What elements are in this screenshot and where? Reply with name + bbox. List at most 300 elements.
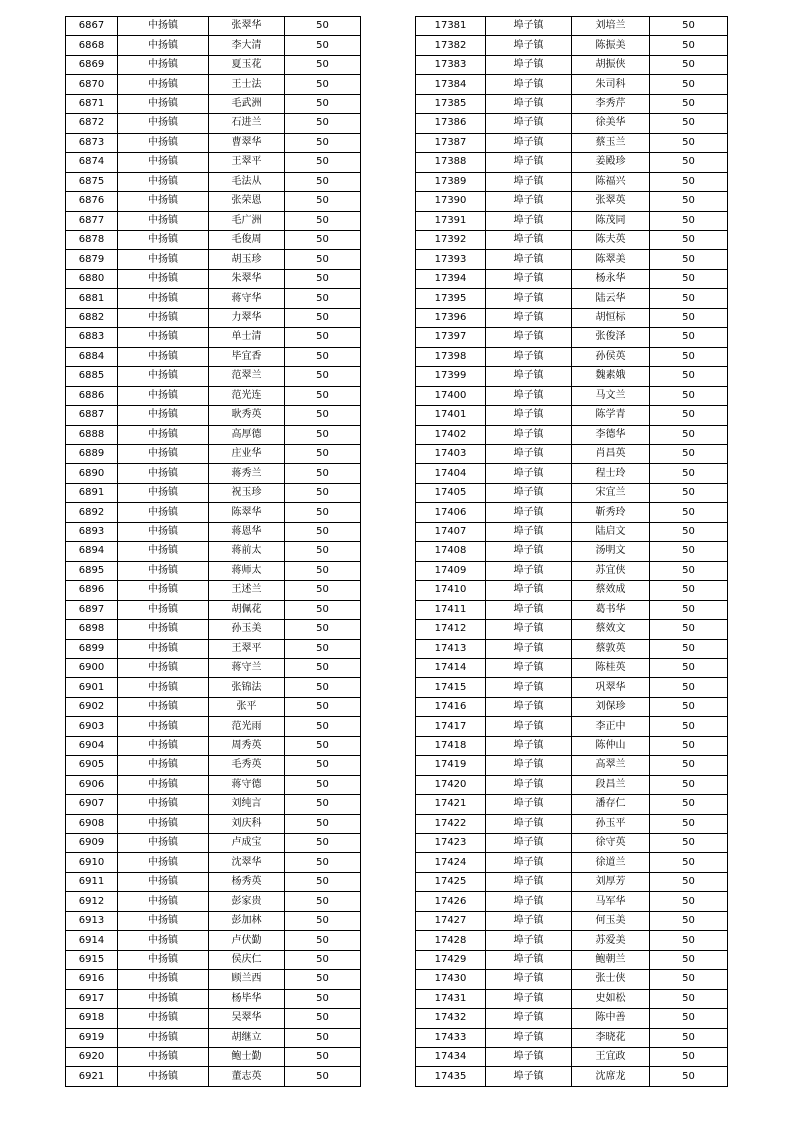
amount-cell: 50 xyxy=(285,989,361,1008)
name-cell: 张荣恩 xyxy=(209,192,285,211)
amount-cell: 50 xyxy=(650,367,728,386)
amount-cell: 50 xyxy=(285,522,361,541)
table-row xyxy=(416,36,728,55)
town-cell: 埠子镇 xyxy=(486,308,572,327)
row-number-cell: 17430 xyxy=(416,970,486,989)
table-row xyxy=(66,464,361,483)
row-number-cell: 6901 xyxy=(66,678,118,697)
name-cell: 杨毕华 xyxy=(209,989,285,1008)
table-row xyxy=(66,697,361,716)
row-number-cell: 6878 xyxy=(66,230,118,249)
name-cell: 陈翠美 xyxy=(572,250,650,269)
amount-cell: 50 xyxy=(650,1028,728,1047)
town-cell: 中扬镇 xyxy=(118,211,209,230)
row-number-cell: 6898 xyxy=(66,620,118,639)
amount-cell: 50 xyxy=(285,114,361,133)
amount-cell: 50 xyxy=(650,211,728,230)
town-cell: 埠子镇 xyxy=(486,911,572,930)
name-cell: 祝玉珍 xyxy=(209,483,285,502)
row-number-cell: 17412 xyxy=(416,620,486,639)
row-number-cell: 17391 xyxy=(416,211,486,230)
town-cell: 中扬镇 xyxy=(118,950,209,969)
table-row xyxy=(66,775,361,794)
amount-cell: 50 xyxy=(285,1028,361,1047)
name-cell: 胡佩花 xyxy=(209,600,285,619)
table-row xyxy=(416,1067,728,1086)
name-cell: 陆启文 xyxy=(572,522,650,541)
table-row xyxy=(416,775,728,794)
name-cell: 史如松 xyxy=(572,989,650,1008)
name-cell: 葛书华 xyxy=(572,600,650,619)
town-cell: 埠子镇 xyxy=(486,620,572,639)
name-cell: 马文兰 xyxy=(572,386,650,405)
amount-cell: 50 xyxy=(650,1067,728,1086)
row-number-cell: 6892 xyxy=(66,503,118,522)
table-row xyxy=(66,55,361,74)
amount-cell: 50 xyxy=(285,1048,361,1067)
amount-cell: 50 xyxy=(650,269,728,288)
amount-cell: 50 xyxy=(650,347,728,366)
table-row xyxy=(416,75,728,94)
amount-cell: 50 xyxy=(285,892,361,911)
row-number-cell: 17390 xyxy=(416,192,486,211)
name-cell: 蔡效成 xyxy=(572,581,650,600)
table-row xyxy=(416,697,728,716)
table-row xyxy=(416,55,728,74)
name-cell: 胡继立 xyxy=(209,1028,285,1047)
table-row xyxy=(416,308,728,327)
amount-cell: 50 xyxy=(650,289,728,308)
table-row xyxy=(416,406,728,425)
amount-cell: 50 xyxy=(650,17,728,36)
row-number-cell: 6869 xyxy=(66,55,118,74)
table-row xyxy=(416,347,728,366)
row-number-cell: 17387 xyxy=(416,133,486,152)
table-row xyxy=(66,989,361,1008)
table-row xyxy=(66,561,361,580)
table-row xyxy=(416,989,728,1008)
row-number-cell: 17428 xyxy=(416,931,486,950)
amount-cell: 50 xyxy=(650,892,728,911)
row-number-cell: 17392 xyxy=(416,230,486,249)
row-number-cell: 17419 xyxy=(416,756,486,775)
name-cell: 徐道兰 xyxy=(572,853,650,872)
name-cell: 蒋秀兰 xyxy=(209,464,285,483)
town-cell: 埠子镇 xyxy=(486,94,572,113)
town-cell: 中扬镇 xyxy=(118,230,209,249)
row-number-cell: 17413 xyxy=(416,639,486,658)
table-row xyxy=(416,561,728,580)
name-cell: 陈桂英 xyxy=(572,658,650,677)
town-cell: 中扬镇 xyxy=(118,970,209,989)
amount-cell: 50 xyxy=(650,853,728,872)
name-cell: 王述兰 xyxy=(209,581,285,600)
town-cell: 中扬镇 xyxy=(118,697,209,716)
table-row xyxy=(416,736,728,755)
row-number-cell: 6885 xyxy=(66,367,118,386)
town-cell: 中扬镇 xyxy=(118,425,209,444)
table-row xyxy=(416,153,728,172)
name-cell: 蔡敦英 xyxy=(572,639,650,658)
town-cell: 埠子镇 xyxy=(486,250,572,269)
town-cell: 中扬镇 xyxy=(118,639,209,658)
amount-cell: 50 xyxy=(285,153,361,172)
table-row xyxy=(66,503,361,522)
amount-cell: 50 xyxy=(285,36,361,55)
name-cell: 王士法 xyxy=(209,75,285,94)
town-cell: 中扬镇 xyxy=(118,581,209,600)
table-row xyxy=(416,17,728,36)
table-row xyxy=(66,347,361,366)
town-cell: 中扬镇 xyxy=(118,483,209,502)
amount-cell: 50 xyxy=(285,75,361,94)
table-row xyxy=(66,950,361,969)
amount-cell: 50 xyxy=(650,114,728,133)
town-cell: 埠子镇 xyxy=(486,795,572,814)
name-cell: 马军华 xyxy=(572,892,650,911)
name-cell: 李正中 xyxy=(572,717,650,736)
town-cell: 埠子镇 xyxy=(486,931,572,950)
amount-cell: 50 xyxy=(650,989,728,1008)
town-cell: 埠子镇 xyxy=(486,114,572,133)
town-cell: 中扬镇 xyxy=(118,347,209,366)
name-cell: 蒋恩华 xyxy=(209,522,285,541)
amount-cell: 50 xyxy=(285,55,361,74)
town-cell: 埠子镇 xyxy=(486,192,572,211)
name-cell: 沈席龙 xyxy=(572,1067,650,1086)
table-row xyxy=(416,639,728,658)
town-cell: 埠子镇 xyxy=(486,1067,572,1086)
row-number-cell: 6917 xyxy=(66,989,118,1008)
town-cell: 埠子镇 xyxy=(486,328,572,347)
amount-cell: 50 xyxy=(285,17,361,36)
table-row xyxy=(66,289,361,308)
town-cell: 中扬镇 xyxy=(118,989,209,1008)
name-cell: 石进兰 xyxy=(209,114,285,133)
amount-cell: 50 xyxy=(285,347,361,366)
row-number-cell: 17382 xyxy=(416,36,486,55)
table-row xyxy=(66,75,361,94)
row-number-cell: 6867 xyxy=(66,17,118,36)
table-row xyxy=(416,172,728,191)
name-cell: 李秀芹 xyxy=(572,94,650,113)
amount-cell: 50 xyxy=(285,328,361,347)
name-cell: 周秀英 xyxy=(209,736,285,755)
table-row xyxy=(66,153,361,172)
row-number-cell: 6882 xyxy=(66,308,118,327)
town-cell: 中扬镇 xyxy=(118,717,209,736)
name-cell: 刘培兰 xyxy=(572,17,650,36)
amount-cell: 50 xyxy=(285,483,361,502)
town-cell: 中扬镇 xyxy=(118,892,209,911)
table-row xyxy=(66,308,361,327)
name-cell: 范光雨 xyxy=(209,717,285,736)
amount-cell: 50 xyxy=(285,853,361,872)
row-number-cell: 6909 xyxy=(66,834,118,853)
table-row xyxy=(416,133,728,152)
name-cell: 陆云华 xyxy=(572,289,650,308)
table-row xyxy=(416,834,728,853)
table-row xyxy=(66,600,361,619)
name-cell: 曹翠华 xyxy=(209,133,285,152)
row-number-cell: 17386 xyxy=(416,114,486,133)
town-cell: 中扬镇 xyxy=(118,308,209,327)
town-cell: 埠子镇 xyxy=(486,853,572,872)
town-cell: 中扬镇 xyxy=(118,289,209,308)
town-cell: 中扬镇 xyxy=(118,756,209,775)
table-row xyxy=(416,678,728,697)
amount-cell: 50 xyxy=(285,289,361,308)
amount-cell: 50 xyxy=(285,386,361,405)
row-number-cell: 17433 xyxy=(416,1028,486,1047)
left-roster-table xyxy=(65,16,361,1087)
name-cell: 宋宜兰 xyxy=(572,483,650,502)
town-cell: 埠子镇 xyxy=(486,872,572,891)
row-number-cell: 17432 xyxy=(416,1009,486,1028)
table-row xyxy=(66,678,361,697)
name-cell: 段昌兰 xyxy=(572,775,650,794)
name-cell: 魏素娥 xyxy=(572,367,650,386)
amount-cell: 50 xyxy=(650,639,728,658)
town-cell: 中扬镇 xyxy=(118,931,209,950)
table-row xyxy=(416,717,728,736)
table-row xyxy=(66,386,361,405)
amount-cell: 50 xyxy=(285,367,361,386)
town-cell: 埠子镇 xyxy=(486,639,572,658)
name-cell: 陈夫英 xyxy=(572,230,650,249)
table-row xyxy=(416,872,728,891)
row-number-cell: 17405 xyxy=(416,483,486,502)
row-number-cell: 17423 xyxy=(416,834,486,853)
town-cell: 埠子镇 xyxy=(486,153,572,172)
row-number-cell: 6888 xyxy=(66,425,118,444)
name-cell: 杨秀英 xyxy=(209,872,285,891)
amount-cell: 50 xyxy=(285,425,361,444)
amount-cell: 50 xyxy=(285,1009,361,1028)
table-row xyxy=(416,658,728,677)
amount-cell: 50 xyxy=(650,814,728,833)
town-cell: 埠子镇 xyxy=(486,36,572,55)
table-row xyxy=(416,911,728,930)
row-number-cell: 17404 xyxy=(416,464,486,483)
row-number-cell: 6906 xyxy=(66,775,118,794)
row-number-cell: 17407 xyxy=(416,522,486,541)
name-cell: 毛广洲 xyxy=(209,211,285,230)
name-cell: 肖昌英 xyxy=(572,444,650,463)
table-row xyxy=(416,756,728,775)
table-row xyxy=(66,36,361,55)
table-row xyxy=(416,289,728,308)
table-row xyxy=(66,892,361,911)
name-cell: 沈翠华 xyxy=(209,853,285,872)
name-cell: 张翠英 xyxy=(572,192,650,211)
amount-cell: 50 xyxy=(650,775,728,794)
table-row xyxy=(66,736,361,755)
row-number-cell: 6903 xyxy=(66,717,118,736)
amount-cell: 50 xyxy=(650,133,728,152)
table-row xyxy=(66,406,361,425)
name-cell: 张锦法 xyxy=(209,678,285,697)
row-number-cell: 6893 xyxy=(66,522,118,541)
amount-cell: 50 xyxy=(650,308,728,327)
table-row xyxy=(416,814,728,833)
table-row xyxy=(416,94,728,113)
amount-cell: 50 xyxy=(650,872,728,891)
table-row xyxy=(66,444,361,463)
amount-cell: 50 xyxy=(650,561,728,580)
town-cell: 埠子镇 xyxy=(486,581,572,600)
table-row xyxy=(416,328,728,347)
table-row xyxy=(66,328,361,347)
town-cell: 埠子镇 xyxy=(486,230,572,249)
amount-cell: 50 xyxy=(650,931,728,950)
table-row xyxy=(416,522,728,541)
amount-cell: 50 xyxy=(285,678,361,697)
row-number-cell: 6912 xyxy=(66,892,118,911)
town-cell: 埠子镇 xyxy=(486,172,572,191)
table-row xyxy=(416,444,728,463)
name-cell: 孙玉平 xyxy=(572,814,650,833)
amount-cell: 50 xyxy=(650,464,728,483)
table-row xyxy=(66,211,361,230)
table-row xyxy=(66,911,361,930)
amount-cell: 50 xyxy=(285,94,361,113)
row-number-cell: 17424 xyxy=(416,853,486,872)
amount-cell: 50 xyxy=(285,581,361,600)
table-row xyxy=(66,192,361,211)
table-row xyxy=(66,522,361,541)
name-cell: 朱司科 xyxy=(572,75,650,94)
row-number-cell: 17403 xyxy=(416,444,486,463)
amount-cell: 50 xyxy=(650,581,728,600)
name-cell: 卢成宝 xyxy=(209,834,285,853)
name-cell: 庄业华 xyxy=(209,444,285,463)
row-number-cell: 6876 xyxy=(66,192,118,211)
amount-cell: 50 xyxy=(650,55,728,74)
town-cell: 埠子镇 xyxy=(486,970,572,989)
town-cell: 埠子镇 xyxy=(486,406,572,425)
row-number-cell: 17422 xyxy=(416,814,486,833)
name-cell: 耿秀英 xyxy=(209,406,285,425)
town-cell: 中扬镇 xyxy=(118,678,209,697)
row-number-cell: 17427 xyxy=(416,911,486,930)
row-number-cell: 6911 xyxy=(66,872,118,891)
name-cell: 杨永华 xyxy=(572,269,650,288)
table-row xyxy=(416,250,728,269)
table-row xyxy=(66,269,361,288)
row-number-cell: 6904 xyxy=(66,736,118,755)
amount-cell: 50 xyxy=(650,250,728,269)
amount-cell: 50 xyxy=(650,950,728,969)
town-cell: 中扬镇 xyxy=(118,172,209,191)
name-cell: 张平 xyxy=(209,697,285,716)
name-cell: 鲍士勤 xyxy=(209,1048,285,1067)
name-cell: 顾兰西 xyxy=(209,970,285,989)
row-number-cell: 6880 xyxy=(66,269,118,288)
name-cell: 陈茂同 xyxy=(572,211,650,230)
table-row xyxy=(66,639,361,658)
table-row xyxy=(66,834,361,853)
name-cell: 李晓花 xyxy=(572,1028,650,1047)
row-number-cell: 17409 xyxy=(416,561,486,580)
name-cell: 王翠平 xyxy=(209,639,285,658)
name-cell: 姜殿珍 xyxy=(572,153,650,172)
row-number-cell: 6910 xyxy=(66,853,118,872)
name-cell: 陈福兴 xyxy=(572,172,650,191)
table-row xyxy=(66,483,361,502)
amount-cell: 50 xyxy=(285,834,361,853)
row-number-cell: 6877 xyxy=(66,211,118,230)
town-cell: 埠子镇 xyxy=(486,386,572,405)
table-row xyxy=(416,853,728,872)
name-cell: 朱翠华 xyxy=(209,269,285,288)
row-number-cell: 6916 xyxy=(66,970,118,989)
amount-cell: 50 xyxy=(650,717,728,736)
town-cell: 埠子镇 xyxy=(486,814,572,833)
name-cell: 毕宜香 xyxy=(209,347,285,366)
town-cell: 埠子镇 xyxy=(486,483,572,502)
amount-cell: 50 xyxy=(650,736,728,755)
row-number-cell: 6897 xyxy=(66,600,118,619)
table-row xyxy=(66,853,361,872)
row-number-cell: 6870 xyxy=(66,75,118,94)
name-cell: 蔡玉兰 xyxy=(572,133,650,152)
row-number-cell: 6900 xyxy=(66,658,118,677)
table-row xyxy=(66,230,361,249)
row-number-cell: 17389 xyxy=(416,172,486,191)
name-cell: 彭家贵 xyxy=(209,892,285,911)
amount-cell: 50 xyxy=(650,94,728,113)
table-row xyxy=(66,114,361,133)
town-cell: 中扬镇 xyxy=(118,55,209,74)
town-cell: 中扬镇 xyxy=(118,36,209,55)
row-number-cell: 17414 xyxy=(416,658,486,677)
row-number-cell: 6920 xyxy=(66,1048,118,1067)
row-number-cell: 17420 xyxy=(416,775,486,794)
name-cell: 蔡效文 xyxy=(572,620,650,639)
table-row xyxy=(416,931,728,950)
row-number-cell: 17431 xyxy=(416,989,486,1008)
amount-cell: 50 xyxy=(285,658,361,677)
amount-cell: 50 xyxy=(650,75,728,94)
amount-cell: 50 xyxy=(285,639,361,658)
row-number-cell: 17383 xyxy=(416,55,486,74)
table-row xyxy=(66,1009,361,1028)
name-cell: 蒋前太 xyxy=(209,542,285,561)
name-cell: 王翠平 xyxy=(209,153,285,172)
table-row xyxy=(66,814,361,833)
name-cell: 力翠华 xyxy=(209,308,285,327)
table-row xyxy=(416,483,728,502)
amount-cell: 50 xyxy=(650,153,728,172)
town-cell: 埠子镇 xyxy=(486,834,572,853)
amount-cell: 50 xyxy=(285,250,361,269)
name-cell: 陈中善 xyxy=(572,1009,650,1028)
table-row xyxy=(66,250,361,269)
name-cell: 陈学青 xyxy=(572,406,650,425)
name-cell: 胡振侠 xyxy=(572,55,650,74)
row-number-cell: 6874 xyxy=(66,153,118,172)
town-cell: 中扬镇 xyxy=(118,153,209,172)
row-number-cell: 6873 xyxy=(66,133,118,152)
row-number-cell: 17417 xyxy=(416,717,486,736)
amount-cell: 50 xyxy=(285,464,361,483)
name-cell: 陈翠华 xyxy=(209,503,285,522)
name-cell: 蒋守德 xyxy=(209,775,285,794)
row-number-cell: 6921 xyxy=(66,1067,118,1086)
amount-cell: 50 xyxy=(285,269,361,288)
town-cell: 中扬镇 xyxy=(118,1028,209,1047)
